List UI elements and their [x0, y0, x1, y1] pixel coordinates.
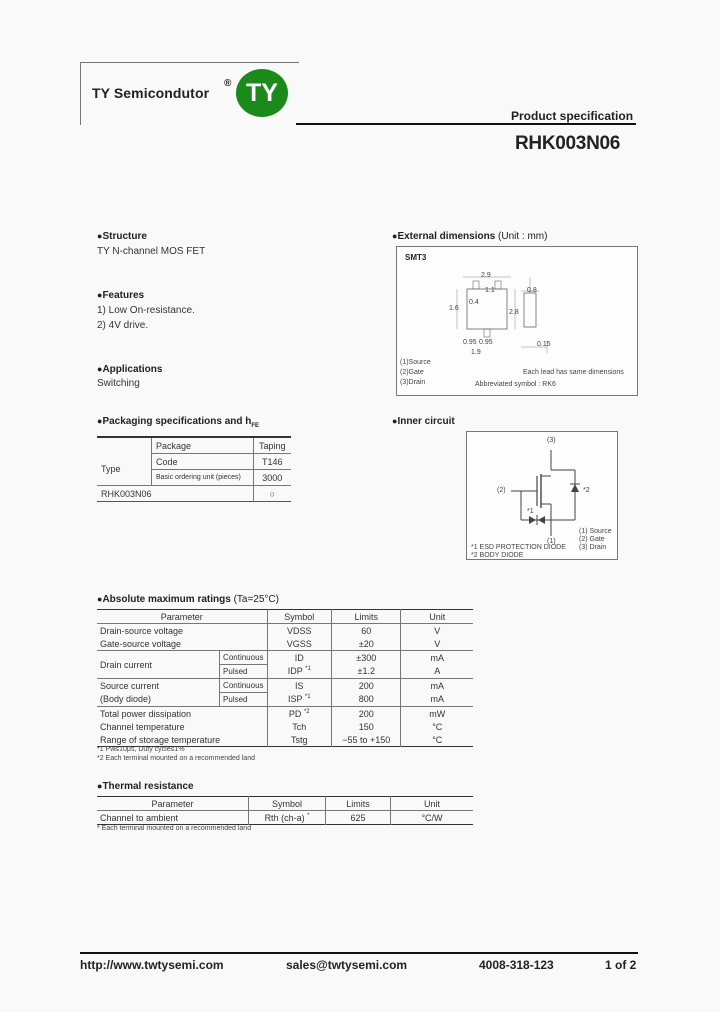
footer-rule — [80, 952, 638, 954]
basic-ordering-value: 3000 — [253, 470, 291, 486]
taping-label: Taping — [253, 437, 291, 454]
circuit-legend: (2) Gate — [579, 536, 605, 543]
source-pin-label: (1) — [547, 538, 556, 545]
symbol-cell: Tch — [267, 720, 332, 733]
packaging-table — [97, 436, 291, 502]
inner-circuit-heading: ●Inner circuit — [392, 416, 455, 427]
symbol-cell: PD $^{*2}$ — [267, 707, 332, 721]
unit-cell: mA — [401, 693, 473, 707]
symbol-cell: IS — [267, 679, 332, 693]
structure-text: TY N-channel MOS FET — [97, 246, 206, 257]
symbol-cell: Rth (ch-a) * — [249, 811, 326, 825]
absmax-note: *2 Each terminal mounted on a recommended land — [97, 755, 255, 762]
circuit-legend: (1) Source — [579, 528, 612, 535]
header-cell: Limits — [332, 610, 401, 624]
unit-cell: V — [401, 637, 473, 651]
pin-legend: (2)Gate — [400, 369, 424, 376]
limit-cell: 200 — [332, 707, 401, 721]
footer-email[interactable]: sales@twtysemi.com — [286, 958, 408, 972]
thermal-note: * Each terminal mounted on a recommended land — [97, 825, 252, 832]
external-dimensions-box — [396, 246, 638, 396]
limit-cell: 200 — [332, 679, 401, 693]
unit-cell: V — [401, 624, 473, 638]
dim-label: 2.9 — [481, 272, 491, 279]
subparam-cell: Continuous — [220, 679, 267, 693]
inner-circuit-box — [466, 431, 618, 560]
param-cell: (Body diode) — [100, 694, 152, 705]
dim-label: 1.1 — [485, 287, 495, 294]
registered-mark: ® — [224, 78, 232, 89]
packaging-part: RHK003N06 — [101, 488, 152, 499]
subparam-cell: Pulsed — [220, 693, 267, 707]
part-number: RHK003N06 — [515, 133, 621, 154]
packaging-heading: ●Packaging specifications and $h_{FE}$ — [97, 416, 260, 429]
circuit-note: *1 ESD PROTECTION DIODE — [471, 544, 566, 551]
circuit-legend: (3) Drain — [579, 544, 607, 551]
pin-legend: (3)Drain — [400, 379, 426, 386]
features-heading: ●Features — [97, 290, 145, 301]
header-cell: Limits — [326, 797, 391, 811]
limit-cell: ±300 — [332, 651, 401, 665]
symbol-cell: IDP $^{*1}$ — [267, 665, 332, 679]
dim-label: 1.9 — [471, 349, 481, 356]
header-cell: Parameter — [151, 798, 194, 809]
body-diode-note: *2 — [583, 487, 590, 494]
package-label: Package — [152, 437, 254, 454]
header-cell: Symbol — [267, 610, 332, 624]
limit-cell: ±1.2 — [332, 665, 401, 679]
symbol-cell: ID — [267, 651, 332, 665]
abbreviated-symbol: Abbreviated symbol : RK6 — [475, 381, 556, 388]
applications-heading: ●Applications — [97, 364, 163, 375]
dim-label: 1.6 — [449, 305, 459, 312]
limit-cell: 800 — [332, 693, 401, 707]
param-cell: Source current — [100, 680, 160, 691]
circuit-note: *2 BODY DIODE — [471, 552, 524, 559]
param-cell: Total power dissipation — [100, 708, 192, 719]
structure-heading: ●Structure — [97, 231, 147, 242]
unit-cell: mA — [401, 679, 473, 693]
basic-ordering-label: Basic ordering unit (pieces) — [156, 474, 241, 481]
thermal-table — [97, 796, 473, 825]
dim-label: 0.15 — [537, 341, 551, 348]
param-cell: Drain current — [100, 659, 153, 670]
unit-cell: mA — [401, 651, 473, 665]
feature-item: 1) Low On-resistance. — [97, 305, 195, 316]
subparam-cell: Pulsed — [220, 665, 267, 679]
company-logo: TY — [236, 69, 288, 117]
footer-phone: 4008-318-123 — [479, 958, 554, 972]
unit-cell: °C/W — [391, 811, 474, 825]
dim-label: 0.95 — [479, 339, 493, 346]
unit-cell: mW — [401, 707, 473, 721]
package-name: SMT3 — [405, 253, 427, 262]
header-cell: Unit — [401, 610, 473, 624]
page-number: 1 of 2 — [605, 958, 637, 972]
feature-item: 2) 4V drive. — [97, 320, 149, 331]
dim-label: 0.4 — [469, 299, 479, 306]
absmax-table — [97, 609, 473, 747]
company-name: TY Semicondutor — [92, 85, 210, 101]
esd-diode-note: *1 — [527, 508, 534, 515]
dim-label: 2.8 — [509, 309, 519, 316]
symbol-cell: VDSS — [267, 624, 332, 638]
type-label: Type — [97, 454, 152, 486]
drain-pin-label: (3) — [547, 437, 556, 444]
unit-cell: °C — [401, 720, 473, 733]
gate-pin-label: (2) — [497, 487, 506, 494]
header-cell: Parameter — [160, 611, 203, 622]
param-cell: Range of storage temperature — [100, 734, 221, 745]
symbol-cell: VGSS — [267, 637, 332, 651]
subparam-cell: Continuous — [220, 651, 267, 665]
each-lead-note: Each lead has same dimensions — [523, 369, 624, 376]
param-cell: Channel temperature — [100, 721, 185, 732]
param-cell: Gate-source voltage — [100, 638, 182, 649]
limit-cell: 60 — [332, 624, 401, 638]
doc-type: Product specification — [511, 109, 634, 123]
param-cell: Drain-source voltage — [100, 625, 184, 636]
limit-cell: 625 — [326, 811, 391, 825]
dim-label: 0.8 — [527, 287, 537, 294]
symbol-cell: Tstg — [267, 733, 332, 747]
unit-cell: °C — [401, 733, 473, 747]
absmax-heading: ●Absolute maximum ratings (Ta=25°C) — [97, 594, 279, 605]
code-label: Code — [152, 454, 254, 470]
packaging-mark: ○ — [253, 486, 291, 502]
symbol-cell: ISP $^{*1}$ — [267, 693, 332, 707]
limit-cell: 150 — [332, 720, 401, 733]
code-value: T146 — [253, 454, 291, 470]
limit-cell: −55 to +150 — [332, 733, 401, 747]
header-cell: Symbol — [249, 797, 326, 811]
footer-url[interactable]: http://www.twtysemi.com — [80, 958, 224, 972]
header-cell: Unit — [391, 797, 474, 811]
dim-label: 0.95 — [463, 339, 477, 346]
unit-cell: A — [401, 665, 473, 679]
pin-legend: (1)Source — [400, 359, 431, 366]
absmax-note: *1 Pw≤10μs, Duty cycle≤1% — [97, 746, 185, 753]
param-cell: Channel to ambient — [100, 812, 179, 823]
header-rule — [296, 123, 636, 125]
external-heading: ●External dimensions (Unit : mm) — [392, 231, 548, 242]
applications-text: Switching — [97, 378, 140, 389]
thermal-heading: ●Thermal resistance — [97, 781, 194, 792]
limit-cell: ±20 — [332, 637, 401, 651]
